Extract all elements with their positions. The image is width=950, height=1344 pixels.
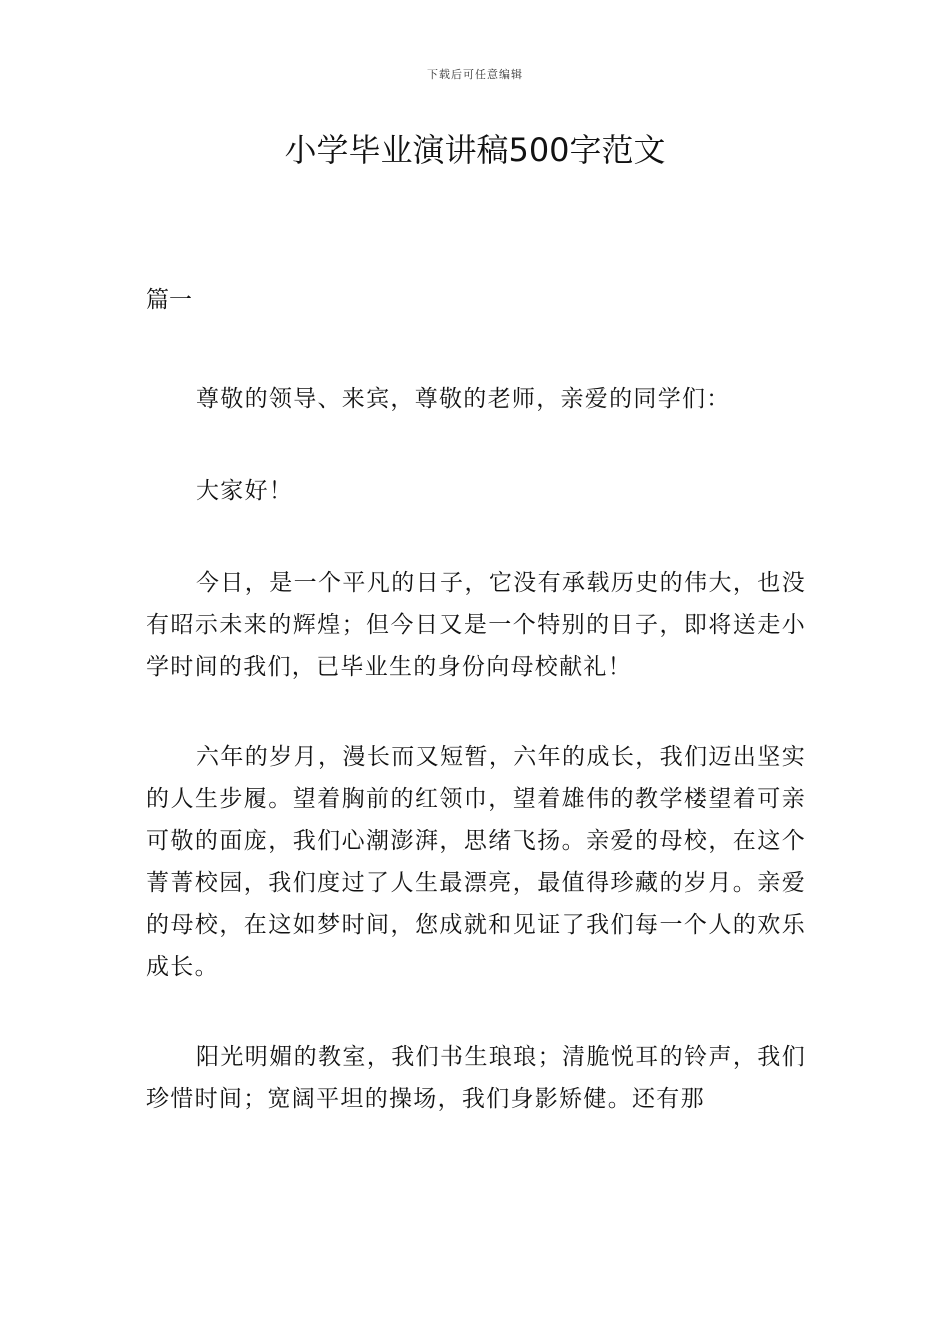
header-note: 下载后可任意编辑 [427, 68, 523, 81]
paragraph-six-years: 六年的岁月，漫长而又短暂，六年的成长，我们迈出坚实的人生步履。望着胸前的红领巾，望着雄伟的教学楼望着可亲可敬的面庞，我们心潮澎湃，思绪飞扬。亲爱的母校，在这个菁菁校园，我们度过了人生最漂亮，最值得珍藏的岁月。亲爱的母校，在这如梦时间，您成就和见证了我们每一个人的欢乐成长。 [146, 744, 806, 980]
document-body [146, 378, 806, 1168]
paragraph-greeting: 尊敬的领导、来宾，尊敬的老师，亲爱的同学们： [196, 386, 731, 412]
paragraph-classroom: 阳光明媚的教室，我们书生琅琅；清脆悦耳的铃声，我们珍惜时间；宽阔平坦的操场，我们身影矫健。还有那 [146, 1044, 806, 1112]
document-title: 小学毕业演讲稿500字范文 [284, 131, 666, 169]
paragraph-today: 今日，是一个平凡的日子，它没有承载历史的伟大，也没有昭示未来的辉煌；但今日又是一个特别的日子，即将送走小学时间的我们，已毕业生的身份向母校献礼！ [146, 570, 806, 680]
paragraph-hello: 大家好！ [196, 478, 294, 504]
section-label: 篇一 [146, 287, 192, 313]
